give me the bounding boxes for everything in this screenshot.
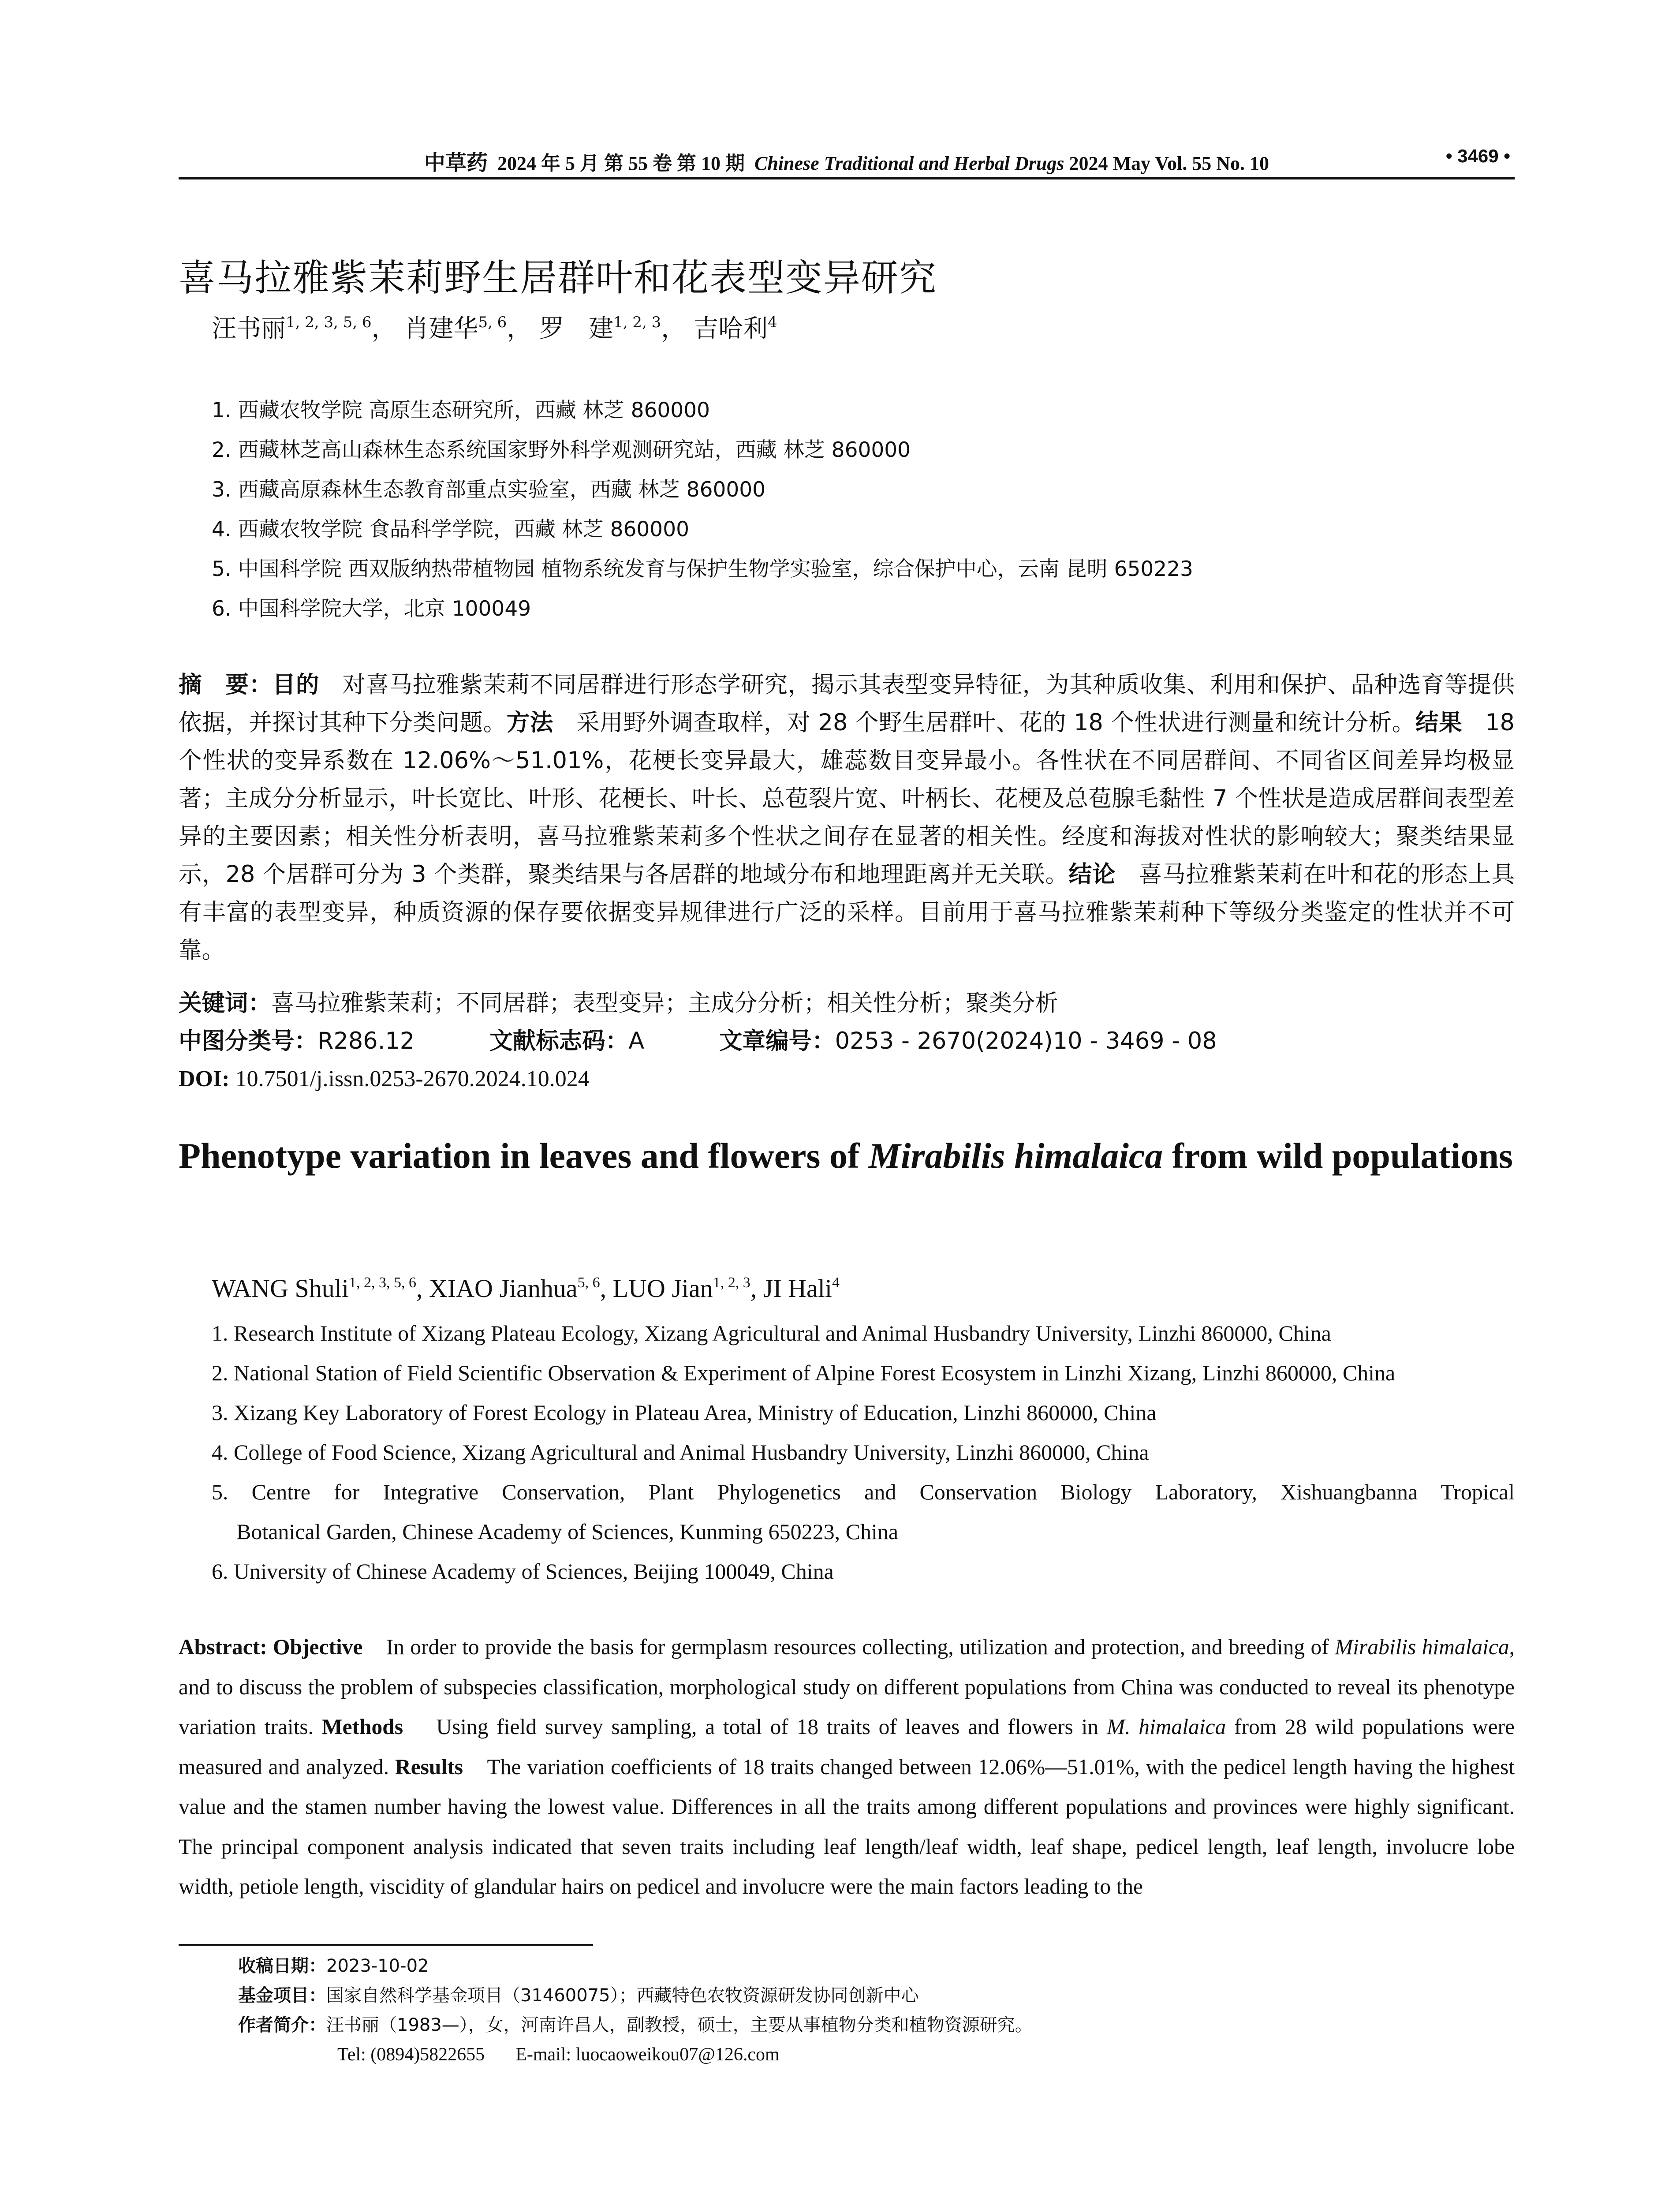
fund-info bbox=[238, 1981, 1517, 2011]
doi-label: DOI: bbox=[179, 1066, 230, 1091]
author-contact bbox=[238, 2040, 1517, 2070]
conclusion-text: 喜马拉雅紫茉莉在叶和花的形态上具有丰富的表型变异，种质资源的保存要依据变异规律进行广泛的采样。目前用于喜马拉雅紫茉莉种下等级分类鉴定的性状并不可靠。 bbox=[179, 861, 1515, 964]
objective-label: 目的 bbox=[272, 671, 320, 698]
footnotes bbox=[238, 1951, 1517, 2070]
title-en-species: Mirabilis himalaica bbox=[868, 1136, 1163, 1176]
author-affiliation-marks: 1, 2, 3, 5, 6 bbox=[348, 1274, 416, 1291]
received-label: 收稿日期： bbox=[238, 1956, 326, 1976]
affiliation-item: 2. National Station of Field Scientific Observation & Experiment of Alpine Forest Ecosystem in Linzhi Xizang, Linzhi 860000, China bbox=[212, 1360, 1396, 1385]
results-label: Results bbox=[395, 1754, 463, 1779]
methods-label: 方法 bbox=[506, 709, 554, 736]
doi-link[interactable]: 10.7501/j.issn.0253-2670.2024.10.024 bbox=[235, 1066, 590, 1091]
keywords-text: 喜马拉雅紫茉莉；不同居群；表型变异；主成分分析；相关性分析；聚类分析 bbox=[271, 990, 1059, 1017]
author-affiliation-marks: 1, 2, 3 bbox=[713, 1274, 750, 1291]
issue-date-en: 2024 May Vol. 55 No. 10 bbox=[1069, 153, 1269, 174]
affiliation-item: 1. Research Institute of Xizang Plateau Ecology, Xizang Agricultural and Animal Husbandry University, Linzhi 860000, China bbox=[212, 1321, 1331, 1345]
objective-label: Objective bbox=[273, 1635, 363, 1659]
affiliation-item: 3. Xizang Key Laboratory of Forest Ecology in Plateau Area, Ministry of Education, Linzhi 860000, China bbox=[212, 1400, 1157, 1425]
methods-text: 采用野外调查取样，对 28 个野生居群叶、花的 18 个性状进行测量和统计分析。 bbox=[576, 709, 1415, 736]
article-number-value: 0253 - 2670(2024)10 - 3469 - 08 bbox=[835, 1028, 1217, 1054]
author-list-en: WANG Shuli$^{1, 2, 3, 5, 6}$, XIAO Jianhua$^{5, 6}$, LUO Jian$^{1, 2, 3}$, JI Hali$^4$ bbox=[212, 1274, 840, 1303]
doc-code-label: 文献标志码： bbox=[489, 1028, 629, 1054]
author-list-cn: 汪书丽$^{1, 2, 3, 5, 6}$， 肖建华$^{5, 6}$， 罗 建$^{1, 2, 3}$， 吉哈利$^4$ bbox=[212, 314, 777, 343]
header-journal-line bbox=[179, 146, 1515, 176]
doc-code-value: A bbox=[628, 1028, 645, 1054]
author-affiliation-marks: 4 bbox=[768, 314, 777, 331]
author-name: 肖建华 bbox=[404, 314, 478, 343]
running-header bbox=[179, 142, 1515, 179]
methods-text: Using field survey sampling, a total of 18 traits of leaves and flowers in bbox=[436, 1715, 1107, 1739]
abstract-cn bbox=[179, 666, 1515, 969]
title-en-part: Phenotype variation in leaves and flowers of bbox=[179, 1136, 869, 1176]
objective-text: 对喜马拉雅紫茉莉不同居群进行形态学研究，揭示其表型变异特征，为其种质收集、利用和保护、品种选育等提供依据，并探讨其种下分类问题。 bbox=[179, 671, 1515, 736]
affiliation-item: 4. College of Food Science, Xizang Agricultural and Animal Husbandry University, Linzhi 860000, China bbox=[212, 1440, 1149, 1465]
author-affiliation-marks: 5, 6 bbox=[478, 314, 507, 331]
author-name: XIAO Jianhua bbox=[429, 1274, 578, 1303]
fund-value: 国家自然科学基金项目（31460075）；西藏特色农牧资源研发协同创新中心 bbox=[326, 1985, 919, 2006]
issue-date-cn: 2024 年 5 月 第 55 卷 第 10 期 bbox=[497, 153, 745, 174]
bio-label: 作者简介： bbox=[238, 2015, 326, 2035]
keywords-label: 关键词： bbox=[179, 990, 272, 1017]
author-name: 吉哈利 bbox=[694, 314, 768, 343]
objective-text: In order to provide the basis for germplasm resources collecting, utilization and protection, and breeding of bbox=[386, 1635, 1335, 1659]
article-number-label: 文章编号： bbox=[719, 1028, 835, 1054]
doi-line bbox=[179, 1060, 1515, 1098]
affiliation-item: 5. 中国科学院 西双版纳热带植物园 植物系统发育与保护生物学实验室，综合保护中心，云南 昆明 650223 bbox=[212, 557, 1193, 581]
methods-text: from 28 wild populations were measured and analyzed. bbox=[179, 1715, 1515, 1779]
affiliation-item: 6. 中国科学院大学，北京 100049 bbox=[212, 597, 531, 621]
keywords-cn bbox=[179, 984, 1515, 1022]
author-affiliation-marks: 5, 6 bbox=[577, 1274, 600, 1291]
results-label: 结果 bbox=[1415, 709, 1463, 736]
clc-label: 中图分类号： bbox=[179, 1028, 318, 1054]
received-value: 2023-10-02 bbox=[326, 1956, 429, 1976]
objective-text: , and to discuss the problem of subspecies classification, morphological study on different populations from China was conducted to reveal its phenotype variation traits. bbox=[179, 1635, 1515, 1739]
methods-label: Methods bbox=[321, 1715, 403, 1739]
page-number: • 3469 • bbox=[1445, 146, 1510, 166]
affiliation-item: 1. 西藏农牧学院 高原生态研究所，西藏 林芝 860000 bbox=[212, 398, 710, 422]
affiliation-item: 6. University of Chinese Academy of Sciences, Beijing 100049, China bbox=[212, 1559, 834, 1584]
affiliation-item: 4. 西藏农牧学院 食品科学学院，西藏 林芝 860000 bbox=[212, 517, 690, 542]
journal-name-en: Chinese Traditional and Herbal Drugs bbox=[754, 153, 1064, 174]
fund-label: 基金项目： bbox=[238, 1985, 326, 2006]
author-name: JI Hali bbox=[763, 1274, 833, 1303]
author-name: 汪书丽 bbox=[212, 314, 286, 343]
species-name: M. himalaica bbox=[1106, 1715, 1226, 1739]
author-name: LUO Jian bbox=[612, 1274, 713, 1303]
telephone: Tel: (0894)5822655 bbox=[337, 2044, 485, 2065]
affiliation-item-continued: Botanical Garden, Chinese Academy of Sciences, Kunming 650223, China bbox=[236, 1519, 899, 1544]
footnote-rule bbox=[179, 1944, 593, 1946]
affiliation-item: 2. 西藏林芝高山森林生态系统国家野外科学观测研究站，西藏 林芝 860000 bbox=[212, 438, 911, 462]
abstract-en bbox=[179, 1627, 1515, 1907]
affiliation-item: 5. Centre for Integrative Conservation, Plant Phylogenetics and Conservation Biology Laboratory, Xishuangbanna Tropical bbox=[212, 1480, 1515, 1504]
abstract-label: Abstract: bbox=[179, 1635, 267, 1659]
author-affiliation-marks: 4 bbox=[832, 1274, 840, 1291]
journal-name-cn: 中草药 bbox=[424, 150, 488, 175]
author-name: WANG Shuli bbox=[212, 1274, 349, 1303]
affiliation-list-en bbox=[212, 1313, 1515, 1591]
abstract-label: 摘 要： bbox=[179, 671, 273, 698]
species-name: Mirabilis himalaica bbox=[1335, 1635, 1509, 1659]
title-en-part: from wild populations bbox=[1163, 1136, 1513, 1176]
classification-line bbox=[179, 1022, 1515, 1060]
results-text: The variation coefficients of 18 traits changed between 12.06%—51.01%, with the pedicel length having the highest value and the stamen number having the lowest value. Differences in all the traits among different populations and provinces were highly significant. The principal component analysis indicated that seven traits including leaf length/leaf width, leaf shape, pedicel length, leaf length, involucre lobe width, petiole length, viscidity of glandular hairs on pedicel and involucre were the main factors leading to the bbox=[179, 1754, 1515, 1899]
article-title-cn: 喜马拉雅紫茉莉野生居群叶和花表型变异研究 bbox=[179, 256, 937, 299]
results-text: 18 个性状的变异系数在 12.06%～51.01%，花梗长变异最大，雄蕊数目变异最小。各性状在不同居群间、不同省区间差异均极显著；主成分分析显示，叶长宽比、叶形、花梗长、叶长、总苞裂片宽、叶柄长、花梗及总苞腺毛黏性 7 个性状是造成居群间表型差异的主要因素；相关性分析表明，喜马拉雅紫茉莉多个性状之间存在显著的相关性。经度和海拔对性状的影响较大；聚类结果显示，28 个居群可分为 3 个类群，聚类结果与各居群的地域分布和地理距离并无关联。 bbox=[179, 709, 1515, 888]
author-affiliation-marks: 1, 2, 3, 5, 6 bbox=[286, 314, 372, 331]
email-address[interactable]: E-mail: luocaoweikou07@126.com bbox=[515, 2044, 780, 2065]
author-affiliation-marks: 1, 2, 3 bbox=[613, 314, 661, 331]
article-title-en bbox=[179, 1131, 1515, 1181]
bio-value: 汪书丽（1983—），女，河南许昌人，副教授，硕士，主要从事植物分类和植物资源研究。 bbox=[326, 2015, 1033, 2035]
conclusion-label: 结论 bbox=[1068, 861, 1116, 888]
clc-value: R286.12 bbox=[317, 1028, 415, 1054]
author-bio bbox=[238, 2011, 1517, 2040]
affiliation-item: 3. 西藏高原森林生态教育部重点实验室，西藏 林芝 860000 bbox=[212, 478, 766, 502]
author-name: 罗 建 bbox=[539, 314, 614, 343]
received-date bbox=[238, 1951, 1517, 1981]
affiliation-list-cn bbox=[212, 391, 1512, 629]
